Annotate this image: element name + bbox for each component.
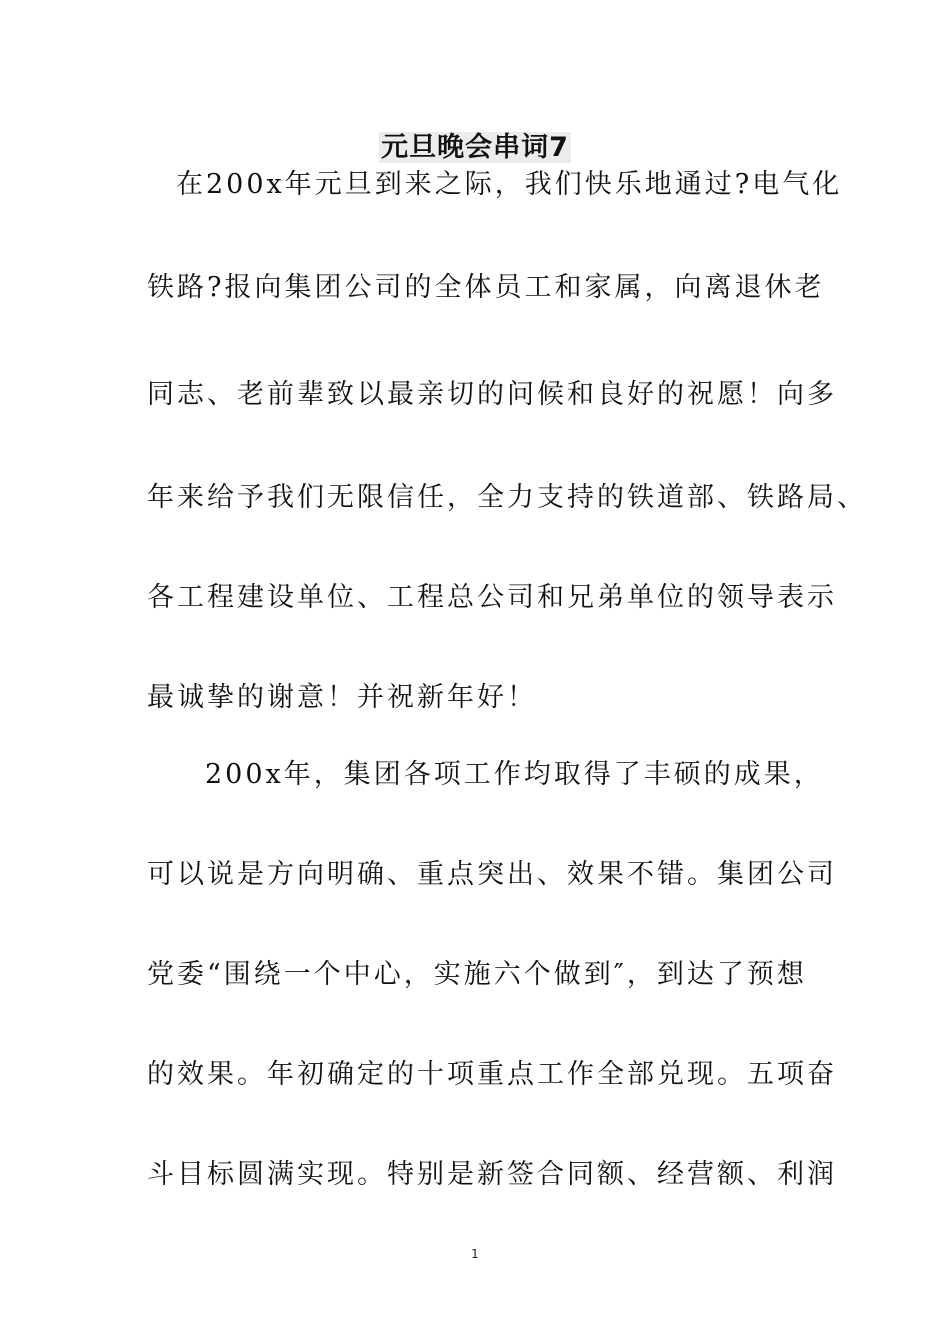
paragraph-line: 的效果。年初确定的十项重点工作全部兑现。五项奋 xyxy=(147,1059,837,1090)
paragraph-line: 同志、老前辈致以最亲切的问候和良好的祝愿！向多 xyxy=(147,379,837,410)
document-title xyxy=(0,128,950,168)
paragraph-line: 铁路?报向集团公司的全体员工和家属，向离退休老 xyxy=(147,272,825,303)
paragraph-line: 斗目标圆满实现。特别是新签合同额、经营额、利润 xyxy=(147,1159,837,1190)
title-text: 元旦晚会串词7 xyxy=(381,132,569,163)
paragraph-line: 200x年，集团各项工作均取得了丰硕的成果， xyxy=(205,759,824,790)
paragraph-line: 在200x年元旦到来之际，我们快乐地通过?电气化 xyxy=(176,169,843,200)
paragraph-line: 可以说是方向明确、重点突出、效果不错。集团公司 xyxy=(147,859,837,890)
page-number: 1 xyxy=(471,1247,479,1261)
paragraph-line: 年来给予我们无限信任，全力支持的铁道部、铁路局、 xyxy=(147,482,867,513)
paragraph-line: 最诚挚的谢意！并祝新年好！ xyxy=(147,682,537,713)
paragraph-line: 各工程建设单位、工程总公司和兄弟单位的领导表示 xyxy=(147,582,837,613)
paragraph-line: 党委“围绕一个中心，实施六个做到″，到达了预想 xyxy=(147,959,807,990)
